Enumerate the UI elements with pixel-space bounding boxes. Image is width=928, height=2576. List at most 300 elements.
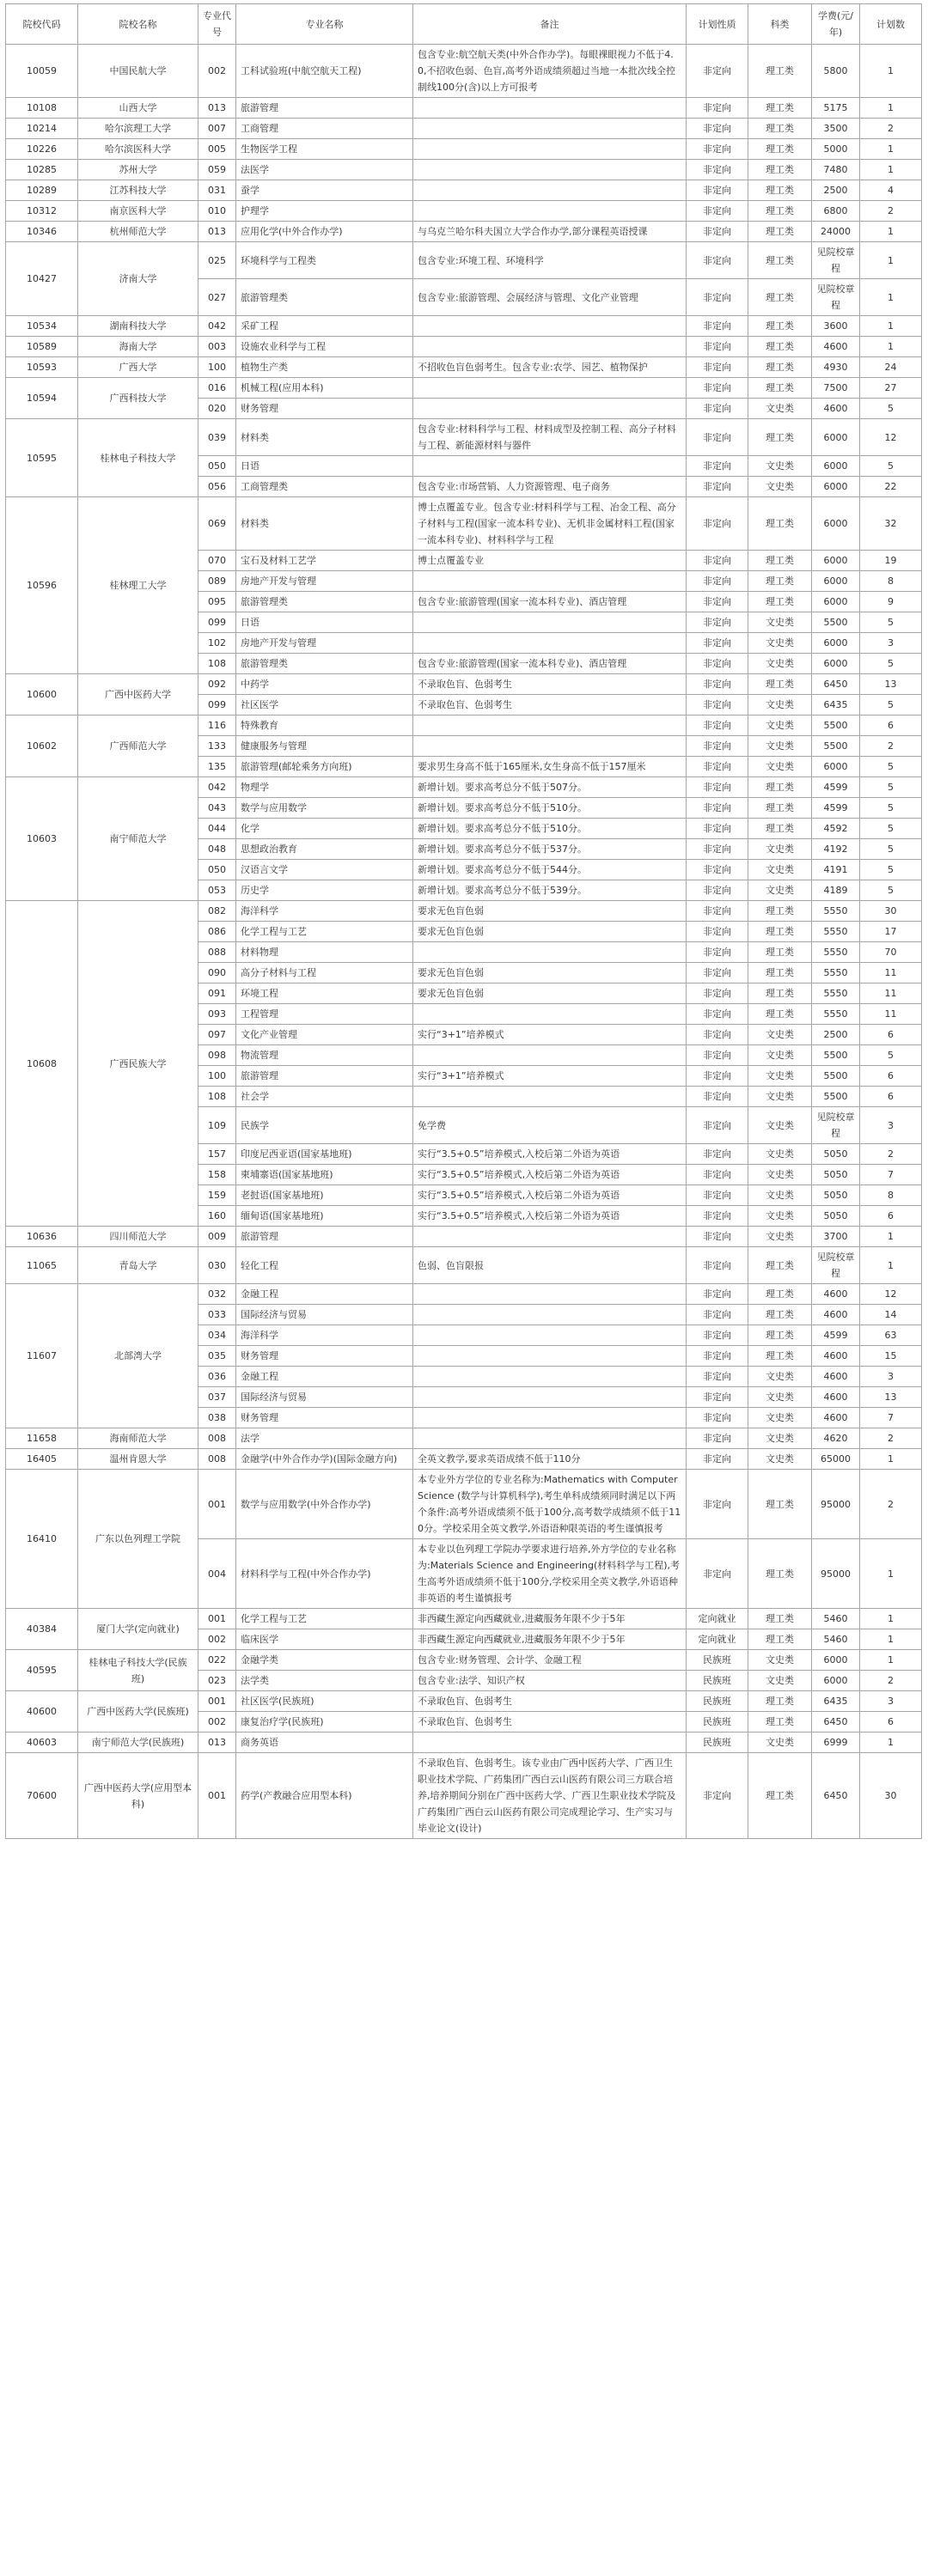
plan-type-cell: 非定向 <box>687 880 748 901</box>
plan-count-cell: 70 <box>860 942 922 963</box>
major-name-cell: 中药学 <box>236 674 413 695</box>
tuition-cell: 见院校章程 <box>812 242 860 279</box>
tuition-cell: 5460 <box>812 1609 860 1629</box>
subject-cell: 理工类 <box>748 419 812 456</box>
subject-cell: 文史类 <box>748 860 812 880</box>
plan-count-cell: 5 <box>860 798 922 819</box>
major-name-cell: 宝石及材料工艺学 <box>236 551 413 571</box>
major-code-cell: 043 <box>198 798 236 819</box>
major-name-cell: 应用化学(中外合作办学) <box>236 222 413 242</box>
plan-count-cell: 1 <box>860 1609 922 1629</box>
major-name-cell: 国际经济与贸易 <box>236 1305 413 1325</box>
plan-type-cell: 非定向 <box>687 612 748 633</box>
major-code-cell: 002 <box>198 45 236 98</box>
subject-cell: 理工类 <box>748 592 812 612</box>
tuition-cell: 7480 <box>812 160 860 180</box>
note-cell <box>413 456 687 477</box>
tuition-cell: 4191 <box>812 860 860 880</box>
major-name-cell: 汉语言文学 <box>236 860 413 880</box>
major-code-cell: 088 <box>198 942 236 963</box>
subject-cell: 理工类 <box>748 1305 812 1325</box>
plan-count-cell: 1 <box>860 222 922 242</box>
school-name-cell: 广西师范大学 <box>78 716 198 777</box>
subject-cell: 文史类 <box>748 1165 812 1185</box>
tuition-cell: 5460 <box>812 1629 860 1650</box>
table-row <box>6 777 922 798</box>
table-row <box>6 316 922 337</box>
major-name-cell: 海洋科学 <box>236 901 413 922</box>
subject-cell: 文史类 <box>748 1449 812 1470</box>
major-code-cell: 005 <box>198 139 236 160</box>
note-cell: 要求无色盲色弱 <box>413 963 687 984</box>
plan-type-cell: 非定向 <box>687 1025 748 1045</box>
note-cell: 博士点覆盖专业。包含专业:材料科学与工程、冶金工程、高分子材料与工程(国家一流本科专业)、无机非金属材料工程(国家一流本科专业)、材料科学与工程 <box>413 497 687 551</box>
major-code-cell: 007 <box>198 119 236 139</box>
subject-cell: 理工类 <box>748 798 812 819</box>
major-name-cell: 财务管理 <box>236 1408 413 1428</box>
plan-type-cell: 非定向 <box>687 592 748 612</box>
major-name-cell: 物流管理 <box>236 1045 413 1066</box>
major-name-cell: 特殊教育 <box>236 716 413 736</box>
subject-cell: 理工类 <box>748 160 812 180</box>
major-name-cell: 社区医学 <box>236 695 413 716</box>
major-name-cell: 设施农业科学与工程 <box>236 337 413 357</box>
major-code-cell: 013 <box>198 222 236 242</box>
major-name-cell: 文化产业管理 <box>236 1025 413 1045</box>
major-name-cell: 旅游管理类 <box>236 654 413 674</box>
major-code-cell: 002 <box>198 1712 236 1733</box>
table-row <box>6 357 922 378</box>
note-cell: 非西藏生源定向西藏就业,进藏服务年限不少于5年 <box>413 1629 687 1650</box>
plan-type-cell: 非定向 <box>687 456 748 477</box>
major-code-cell: 091 <box>198 984 236 1004</box>
tuition-cell: 5500 <box>812 612 860 633</box>
tuition-cell: 5050 <box>812 1185 860 1206</box>
tuition-cell: 65000 <box>812 1449 860 1470</box>
table-row <box>6 1428 922 1449</box>
plan-type-cell: 非定向 <box>687 571 748 592</box>
subject-cell: 理工类 <box>748 279 812 316</box>
note-cell: 与乌克兰哈尔科夫国立大学合作办学,部分课程英语授课 <box>413 222 687 242</box>
tuition-cell: 6000 <box>812 477 860 497</box>
subject-cell: 理工类 <box>748 378 812 399</box>
major-code-cell: 034 <box>198 1325 236 1346</box>
plan-count-cell: 2 <box>860 1428 922 1449</box>
note-cell <box>413 633 687 654</box>
plan-type-cell: 非定向 <box>687 1753 748 1839</box>
header-cell: 专业名称 <box>236 4 413 45</box>
subject-cell: 理工类 <box>748 242 812 279</box>
school-name-cell: 广东以色列理工学院 <box>78 1470 198 1609</box>
header-cell: 学费(元/年) <box>812 4 860 45</box>
note-cell: 本专业以色列理工学院办学要求进行培养,外方学位的专业名称为:Materials Science and Engineering(材料科学与工程),考生高考外语成绩须不低于100分,学校采用全英文教学,外语语种非英语的考生谨慎报考 <box>413 1539 687 1609</box>
school-code-cell: 10312 <box>6 201 78 222</box>
major-code-cell: 070 <box>198 551 236 571</box>
school-name-cell: 杭州师范大学 <box>78 222 198 242</box>
note-cell <box>413 612 687 633</box>
school-code-cell: 10534 <box>6 316 78 337</box>
tuition-cell: 4930 <box>812 357 860 378</box>
subject-cell: 理工类 <box>748 1629 812 1650</box>
school-name-cell: 南宁师范大学(民族班) <box>78 1733 198 1753</box>
tuition-cell: 6450 <box>812 674 860 695</box>
plan-count-cell: 1 <box>860 1650 922 1671</box>
plan-count-cell: 3 <box>860 633 922 654</box>
major-name-cell: 房地产开发与管理 <box>236 633 413 654</box>
major-code-cell: 108 <box>198 654 236 674</box>
subject-cell: 理工类 <box>748 497 812 551</box>
major-code-cell: 001 <box>198 1753 236 1839</box>
major-name-cell: 旅游管理 <box>236 1066 413 1087</box>
school-code-cell: 16405 <box>6 1449 78 1470</box>
plan-type-cell: 非定向 <box>687 654 748 674</box>
plan-count-cell: 3 <box>860 1107 922 1144</box>
table-row <box>6 98 922 119</box>
tuition-cell: 6435 <box>812 695 860 716</box>
plan-type-cell: 民族班 <box>687 1733 748 1753</box>
major-code-cell: 090 <box>198 963 236 984</box>
header-cell: 科类 <box>748 4 812 45</box>
plan-count-cell: 1 <box>860 279 922 316</box>
plan-count-cell: 1 <box>860 1227 922 1247</box>
note-cell: 要求无色盲色弱 <box>413 922 687 942</box>
plan-type-cell: 非定向 <box>687 1004 748 1025</box>
major-code-cell: 053 <box>198 880 236 901</box>
note-cell: 包含专业:材料科学与工程、材料成型及控制工程、高分子材料与工程、新能源材料与器件 <box>413 419 687 456</box>
table-row <box>6 716 922 736</box>
tuition-cell: 6450 <box>812 1712 860 1733</box>
major-code-cell: 098 <box>198 1045 236 1066</box>
plan-type-cell: 非定向 <box>687 222 748 242</box>
plan-count-cell: 1 <box>860 1247 922 1284</box>
school-name-cell: 青岛大学 <box>78 1247 198 1284</box>
note-cell: 实行“3.5+0.5”培养模式,入校后第二外语为英语 <box>413 1206 687 1227</box>
plan-type-cell: 非定向 <box>687 316 748 337</box>
table-row <box>6 497 922 551</box>
major-name-cell: 工程管理 <box>236 1004 413 1025</box>
note-cell: 实行“3.5+0.5”培养模式,入校后第二外语为英语 <box>413 1185 687 1206</box>
tuition-cell: 5050 <box>812 1165 860 1185</box>
note-cell <box>413 160 687 180</box>
plan-count-cell: 30 <box>860 901 922 922</box>
note-cell <box>413 1428 687 1449</box>
tuition-cell: 3500 <box>812 119 860 139</box>
major-name-cell: 国际经济与贸易 <box>236 1387 413 1408</box>
major-code-cell: 004 <box>198 1539 236 1609</box>
plan-type-cell: 非定向 <box>687 242 748 279</box>
note-cell: 要求男生身高不低于165厘米,女生身高不低于157厘米 <box>413 757 687 777</box>
school-code-cell: 10059 <box>6 45 78 98</box>
table-row <box>6 242 922 279</box>
subject-cell: 文史类 <box>748 716 812 736</box>
note-cell: 包含专业:航空航天类(中外合作办学)。每眼裸眼视力不低于4.0,不招收色弱、色盲,高考外语成绩须超过当地一本批次线全控制线100分(含)以上方可报考 <box>413 45 687 98</box>
table-row <box>6 1650 922 1671</box>
plan-type-cell: 非定向 <box>687 477 748 497</box>
school-code-cell: 10289 <box>6 180 78 201</box>
major-code-cell: 009 <box>198 1227 236 1247</box>
note-cell: 包含专业:旅游管理、会展经济与管理、文化产业管理 <box>413 279 687 316</box>
tuition-cell: 5500 <box>812 1087 860 1107</box>
plan-type-cell: 非定向 <box>687 695 748 716</box>
major-code-cell: 048 <box>198 839 236 860</box>
tuition-cell: 5550 <box>812 901 860 922</box>
school-code-cell: 10596 <box>6 497 78 674</box>
major-code-cell: 022 <box>198 1650 236 1671</box>
major-code-cell: 069 <box>198 497 236 551</box>
header-cell: 计划数 <box>860 4 922 45</box>
tuition-cell: 7500 <box>812 378 860 399</box>
tuition-cell: 95000 <box>812 1470 860 1539</box>
subject-cell: 文史类 <box>748 1045 812 1066</box>
major-code-cell: 027 <box>198 279 236 316</box>
tuition-cell: 4600 <box>812 1387 860 1408</box>
plan-type-cell: 非定向 <box>687 1387 748 1408</box>
header-cell: 院校代码 <box>6 4 78 45</box>
plan-type-cell: 非定向 <box>687 1087 748 1107</box>
plan-count-cell: 13 <box>860 674 922 695</box>
major-code-cell: 038 <box>198 1408 236 1428</box>
plan-type-cell: 非定向 <box>687 1284 748 1305</box>
plan-count-cell: 2 <box>860 119 922 139</box>
major-code-cell: 089 <box>198 571 236 592</box>
subject-cell: 理工类 <box>748 1753 812 1839</box>
plan-count-cell: 5 <box>860 399 922 419</box>
tuition-cell: 6000 <box>812 633 860 654</box>
plan-count-cell: 6 <box>860 1206 922 1227</box>
tuition-cell: 4600 <box>812 1305 860 1325</box>
plan-type-cell: 定向就业 <box>687 1609 748 1629</box>
plan-count-cell: 2 <box>860 1144 922 1165</box>
plan-type-cell: 非定向 <box>687 419 748 456</box>
major-code-cell: 093 <box>198 1004 236 1025</box>
major-name-cell: 康复治疗学(民族班) <box>236 1712 413 1733</box>
school-name-cell: 中国民航大学 <box>78 45 198 98</box>
school-code-cell: 10346 <box>6 222 78 242</box>
major-code-cell: 042 <box>198 777 236 798</box>
note-cell: 新增计划。要求高考总分不低于510分。 <box>413 798 687 819</box>
note-cell <box>413 736 687 757</box>
major-name-cell: 金融工程 <box>236 1367 413 1387</box>
major-name-cell: 生物医学工程 <box>236 139 413 160</box>
school-name-cell: 桂林电子科技大学(民族班) <box>78 1650 198 1691</box>
subject-cell: 文史类 <box>748 633 812 654</box>
note-cell <box>413 571 687 592</box>
tuition-cell: 4599 <box>812 798 860 819</box>
note-cell: 新增计划。要求高考总分不低于537分。 <box>413 839 687 860</box>
note-cell: 新增计划。要求高考总分不低于544分。 <box>413 860 687 880</box>
tuition-cell: 4600 <box>812 1284 860 1305</box>
plan-type-cell: 非定向 <box>687 337 748 357</box>
major-code-cell: 109 <box>198 1107 236 1144</box>
subject-cell: 文史类 <box>748 1367 812 1387</box>
plan-type-cell: 非定向 <box>687 1107 748 1144</box>
major-name-cell: 材料类 <box>236 419 413 456</box>
major-code-cell: 003 <box>198 337 236 357</box>
plan-type-cell: 民族班 <box>687 1712 748 1733</box>
plan-type-cell: 非定向 <box>687 963 748 984</box>
major-code-cell: 099 <box>198 695 236 716</box>
major-code-cell: 100 <box>198 1066 236 1087</box>
school-name-cell: 广西科技大学 <box>78 378 198 419</box>
plan-count-cell: 1 <box>860 242 922 279</box>
subject-cell: 理工类 <box>748 1346 812 1367</box>
major-name-cell: 化学工程与工艺 <box>236 922 413 942</box>
plan-count-cell: 11 <box>860 1004 922 1025</box>
school-name-cell: 哈尔滨理工大学 <box>78 119 198 139</box>
school-code-cell: 10600 <box>6 674 78 716</box>
major-name-cell: 金融学(中外合作办学)(国际金融方向) <box>236 1449 413 1470</box>
subject-cell: 文史类 <box>748 839 812 860</box>
table-row <box>6 139 922 160</box>
plan-type-cell: 非定向 <box>687 279 748 316</box>
major-code-cell: 020 <box>198 399 236 419</box>
major-code-cell: 159 <box>198 1185 236 1206</box>
plan-count-cell: 6 <box>860 1087 922 1107</box>
plan-count-cell: 1 <box>860 139 922 160</box>
header-cell: 备注 <box>413 4 687 45</box>
subject-cell: 理工类 <box>748 222 812 242</box>
tuition-cell: 2500 <box>812 180 860 201</box>
note-cell <box>413 139 687 160</box>
note-cell: 实行“3+1”培养模式 <box>413 1066 687 1087</box>
plan-type-cell: 非定向 <box>687 1539 748 1609</box>
table-row <box>6 1691 922 1712</box>
tuition-cell: 见院校章程 <box>812 279 860 316</box>
major-code-cell: 100 <box>198 357 236 378</box>
tuition-cell: 5050 <box>812 1144 860 1165</box>
note-cell <box>413 1367 687 1387</box>
tuition-cell: 5050 <box>812 1206 860 1227</box>
school-code-cell: 10636 <box>6 1227 78 1247</box>
subject-cell: 文史类 <box>748 880 812 901</box>
school-code-cell: 10595 <box>6 419 78 497</box>
note-cell <box>413 119 687 139</box>
note-cell: 要求无色盲色弱 <box>413 901 687 922</box>
subject-cell: 理工类 <box>748 777 812 798</box>
subject-cell: 文史类 <box>748 1671 812 1691</box>
table-row <box>6 1733 922 1753</box>
note-cell <box>413 716 687 736</box>
subject-cell: 理工类 <box>748 337 812 357</box>
major-code-cell: 008 <box>198 1428 236 1449</box>
major-code-cell: 133 <box>198 736 236 757</box>
subject-cell: 理工类 <box>748 1691 812 1712</box>
tuition-cell: 4189 <box>812 880 860 901</box>
plan-count-cell: 15 <box>860 1346 922 1367</box>
major-code-cell: 031 <box>198 180 236 201</box>
plan-type-cell: 非定向 <box>687 757 748 777</box>
note-cell: 包含专业:市场营销、人力资源管理、电子商务 <box>413 477 687 497</box>
tuition-cell: 4599 <box>812 1325 860 1346</box>
plan-type-cell: 非定向 <box>687 716 748 736</box>
major-code-cell: 059 <box>198 160 236 180</box>
school-name-cell: 广西中医药大学 <box>78 674 198 716</box>
major-code-cell: 035 <box>198 1346 236 1367</box>
table-row <box>6 1449 922 1470</box>
major-name-cell: 数学与应用数学 <box>236 798 413 819</box>
tuition-cell: 5550 <box>812 1004 860 1025</box>
plan-count-cell: 4 <box>860 180 922 201</box>
tuition-cell: 5175 <box>812 98 860 119</box>
school-name-cell: 南宁师范大学 <box>78 777 198 901</box>
plan-count-cell: 6 <box>860 1025 922 1045</box>
subject-cell: 理工类 <box>748 984 812 1004</box>
school-code-cell: 11658 <box>6 1428 78 1449</box>
major-code-cell: 082 <box>198 901 236 922</box>
major-code-cell: 008 <box>198 1449 236 1470</box>
table-row <box>6 222 922 242</box>
plan-type-cell: 民族班 <box>687 1671 748 1691</box>
plan-count-cell: 3 <box>860 1367 922 1387</box>
plan-type-cell: 非定向 <box>687 1227 748 1247</box>
subject-cell: 文史类 <box>748 1227 812 1247</box>
note-cell: 新增计划。要求高考总分不低于507分。 <box>413 777 687 798</box>
school-code-cell: 10285 <box>6 160 78 180</box>
tuition-cell: 5000 <box>812 139 860 160</box>
major-name-cell: 日语 <box>236 612 413 633</box>
plan-count-cell: 2 <box>860 201 922 222</box>
subject-cell: 理工类 <box>748 571 812 592</box>
subject-cell: 理工类 <box>748 1325 812 1346</box>
subject-cell: 理工类 <box>748 1470 812 1539</box>
header-cell: 院校名称 <box>78 4 198 45</box>
major-name-cell: 旅游管理(邮轮乘务方向班) <box>236 757 413 777</box>
tuition-cell: 5550 <box>812 942 860 963</box>
note-cell: 不录取色盲、色弱考生 <box>413 1712 687 1733</box>
school-name-cell: 温州肯恩大学 <box>78 1449 198 1470</box>
tuition-cell: 6435 <box>812 1691 860 1712</box>
school-name-cell: 哈尔滨医科大学 <box>78 139 198 160</box>
tuition-cell: 5500 <box>812 736 860 757</box>
plan-type-cell: 非定向 <box>687 201 748 222</box>
tuition-cell: 5550 <box>812 963 860 984</box>
major-name-cell: 法学类 <box>236 1671 413 1691</box>
school-code-cell: 10608 <box>6 901 78 1227</box>
major-code-cell: 108 <box>198 1087 236 1107</box>
plan-count-cell: 5 <box>860 777 922 798</box>
tuition-cell: 4600 <box>812 337 860 357</box>
plan-count-cell: 5 <box>860 839 922 860</box>
major-name-cell: 工科试验班(中航空航天工程) <box>236 45 413 98</box>
subject-cell: 文史类 <box>748 1107 812 1144</box>
tuition-cell: 4599 <box>812 777 860 798</box>
subject-cell: 文史类 <box>748 477 812 497</box>
school-name-cell: 海南大学 <box>78 337 198 357</box>
note-cell <box>413 399 687 419</box>
subject-cell: 理工类 <box>748 674 812 695</box>
note-cell <box>413 1004 687 1025</box>
plan-count-cell: 5 <box>860 757 922 777</box>
plan-type-cell: 非定向 <box>687 736 748 757</box>
plan-count-cell: 5 <box>860 880 922 901</box>
school-code-cell: 40384 <box>6 1609 78 1650</box>
school-code-cell: 11607 <box>6 1284 78 1428</box>
plan-count-cell: 5 <box>860 612 922 633</box>
plan-type-cell: 非定向 <box>687 633 748 654</box>
major-code-cell: 036 <box>198 1367 236 1387</box>
tuition-cell: 5800 <box>812 45 860 98</box>
plan-count-cell: 1 <box>860 1539 922 1609</box>
tuition-cell: 3700 <box>812 1227 860 1247</box>
plan-type-cell: 非定向 <box>687 1206 748 1227</box>
plan-type-cell: 非定向 <box>687 497 748 551</box>
tuition-cell: 6000 <box>812 654 860 674</box>
subject-cell: 文史类 <box>748 1650 812 1671</box>
major-name-cell: 轻化工程 <box>236 1247 413 1284</box>
tuition-cell: 6000 <box>812 571 860 592</box>
table-row <box>6 45 922 98</box>
plan-count-cell: 32 <box>860 497 922 551</box>
